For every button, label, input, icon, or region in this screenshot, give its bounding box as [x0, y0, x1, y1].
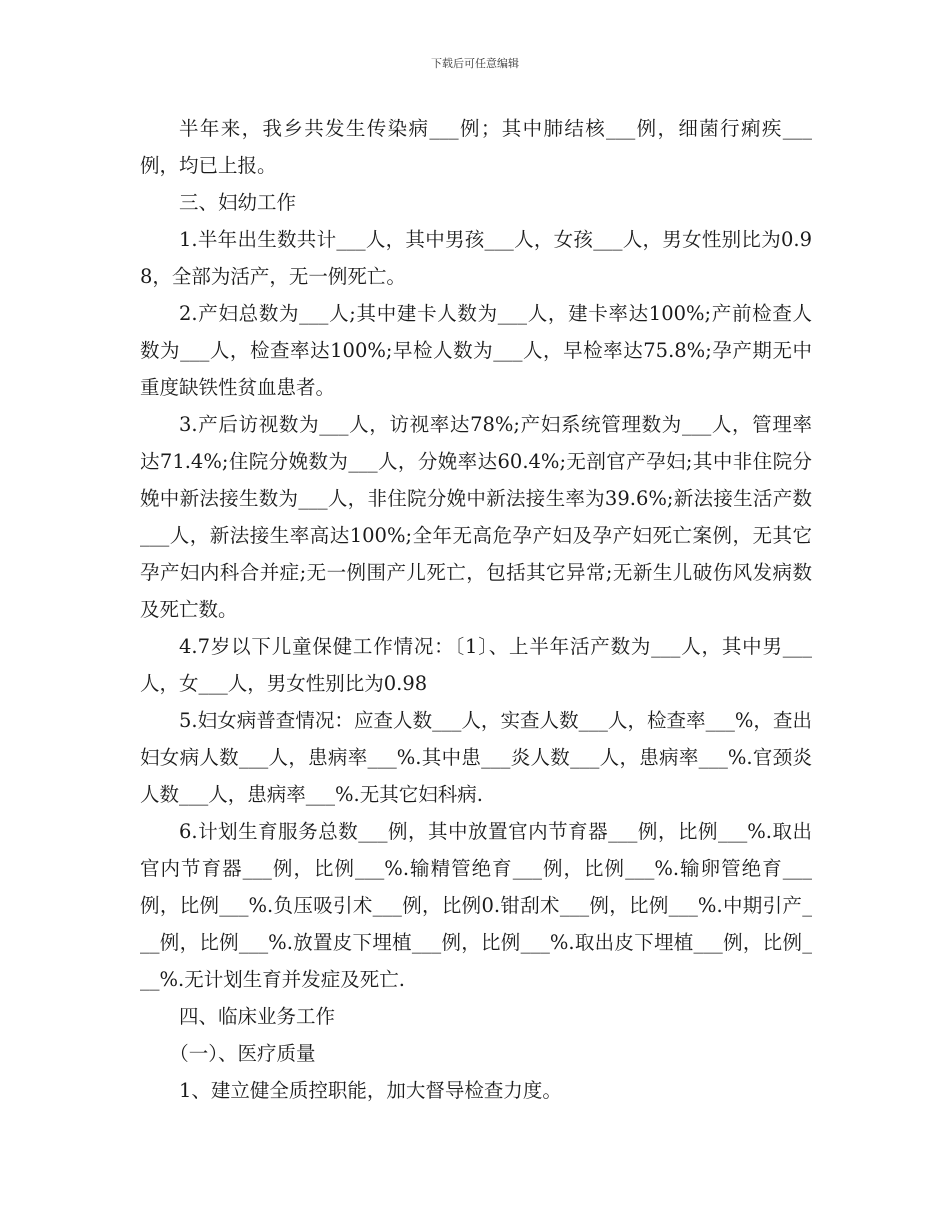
subsection-heading-medical-quality: （一）、医疗质量	[169, 1042, 316, 1065]
paragraph-births: 1.半年出生数共计___人，其中男孩___人，女孩___人，男女性别比为0.98，全部为活产，无一例死亡。	[140, 228, 812, 288]
paragraph-infectious-disease: 半年来，我乡共发生传染病___例；其中肺结核___例，细菌行痢疾___例，均已上报。	[140, 117, 812, 177]
paragraph-maternal-total: 2.产妇总数为___人;其中建卡人数为___人，建卡率达100%;产前检查人数为___人，检查率达100%;早检人数为___人，早检率达75.8%;孕产期无中重度缺铁性贫血患者。	[140, 302, 812, 399]
section-heading-clinical: 四、临床业务工作	[179, 1005, 336, 1028]
section-heading-maternal-child: 三、妇幼工作	[179, 191, 297, 214]
paragraph-child-health: 4.7岁以下儿童保健工作情况：〔1〕、上半年活产数为___人，其中男___人，女___人，男女性别比为0.98	[140, 635, 812, 695]
paragraph-quality-control: 1、建立健全质控职能，加大督导检查力度。	[179, 1079, 562, 1102]
page-header: 下载后可任意编辑	[431, 57, 519, 70]
paragraph-postpartum-visits: 3.产后访视数为___人，访视率达78%;产妇系统管理数为___人，管理率达71.4%;住院分娩数为___人，分娩率达60.4%;无剖官产孕妇;其中非住院分娩中新法接生数为___人，非住院分娩中新法接生率为39.6%;新法接生活产数___人，新法接生率高达100%;全年无高危孕产妇及孕产妇死亡案例，无其它孕产妇内科合并症;无一例围产儿死亡，包括其它异常;无新生儿破伤风发病数及死亡数。	[140, 413, 812, 621]
document-body	[140, 110, 812, 1109]
paragraph-gynecological-screening: 5.妇女病普查情况：应查人数___人，实查人数___人，检查率___%，查出妇女病人数___人，患病率___%.其中患___炎人数___人，患病率___%.官颈炎人数___人，患病率___%.无其它妇科病.	[140, 709, 812, 806]
paragraph-family-planning: 6.计划生育服务总数___例，其中放置官内节育器___例，比例___%.取出官内节育器___例，比例___%.输精管绝育___例，比例___%.输卵管绝育___例，比例___%.负压吸引术___例，比例0.钳刮术___例，比例___%.中期引产___例，比例___%.放置皮下埋植___例，比例___%.取出皮下埋植___例，比例___%.无计划生育并发症及死亡.	[140, 820, 812, 991]
